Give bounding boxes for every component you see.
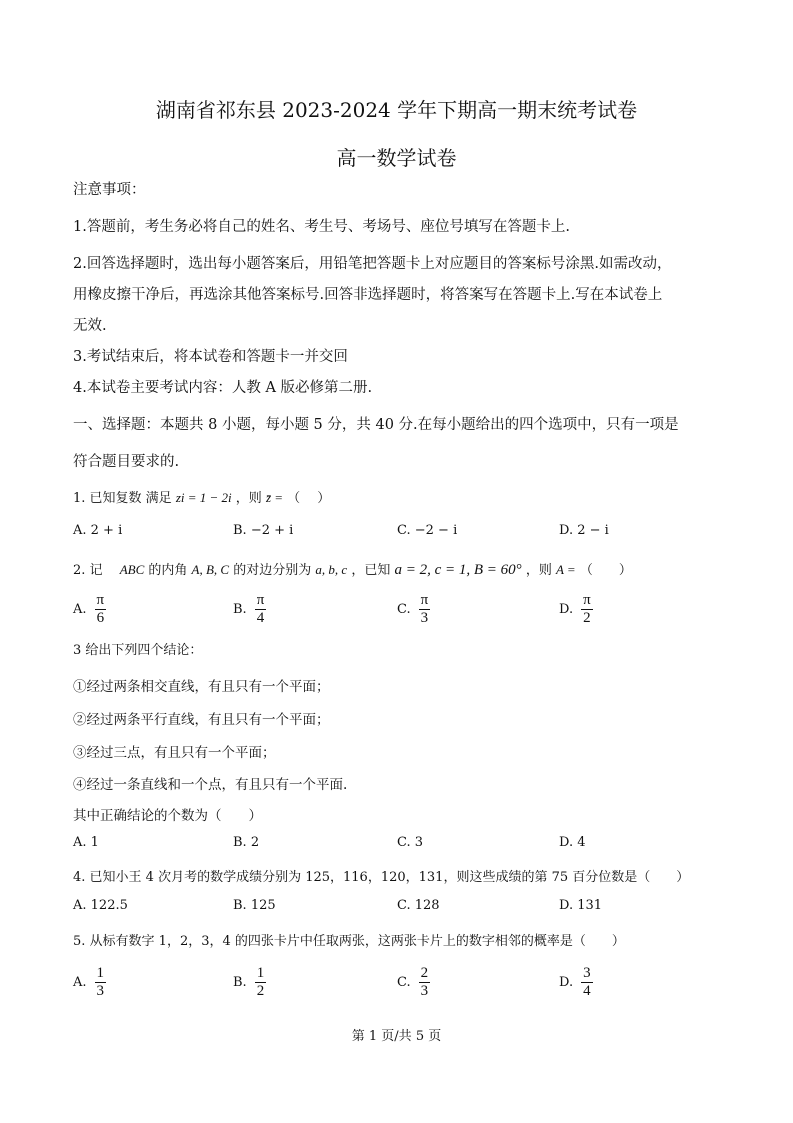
question-4-stem: 4. 已知小王 4 次月考的数学成绩分别为 125，116，120，131，则这些成绩的第 75 百分位数是（ ） <box>73 870 690 885</box>
question-4-option-d: D. 131 <box>559 898 603 913</box>
notice-item-2-line-3: 无效. <box>73 318 107 334</box>
exam-subtitle: 高一数学试卷 <box>336 146 457 170</box>
question-2-suffix: （ ） <box>579 563 632 578</box>
question-2-option-c <box>397 592 430 627</box>
option-label: A. <box>73 975 87 990</box>
question-1-option-b: B. −2 + i <box>233 523 294 538</box>
section-1-line-2: 符合题目要求的. <box>73 454 180 470</box>
question-2-text-4: ，则 <box>525 563 552 578</box>
question-3-option-a: A. 1 <box>73 835 99 850</box>
page-footer: 第 1 页/共 5 页 <box>351 1029 442 1044</box>
question-1-stem <box>73 487 330 506</box>
notice-item-2-line-2: 用橡皮擦干净后，再选涂其他答案标号.回答非选择题时，将答案写在答题卡上.写在本试卷上 <box>73 287 663 303</box>
question-1-conjugate: z̄ = <box>265 490 284 505</box>
question-5-stem: 5. 从标有数字 1，2，3，4 的四张卡片中任取两张，这两张卡片上的数字相邻的概率是（ ） <box>73 934 625 949</box>
option-label: B. <box>233 975 247 990</box>
question-1-option-c: C. −2 − i <box>397 523 458 538</box>
option-label: D. <box>559 975 574 990</box>
fraction: $\frac{\pi}{4}$ <box>256 592 265 626</box>
question-3-ask: 其中正确结论的个数为（ ） <box>73 808 262 824</box>
section-1-line-1: 一、选择题：本题共 8 小题，每小题 5 分，共 40 分.在每小题给出的四个选项中，只有一项是 <box>73 417 679 433</box>
question-2-sides: a, b, c <box>315 562 348 577</box>
fraction: $\frac{\pi}{3}$ <box>420 592 429 626</box>
option-label: C. <box>397 975 411 990</box>
question-1-option-d: D. 2 − i <box>559 523 609 538</box>
fraction: $\frac{\pi}{6}$ <box>96 592 105 626</box>
question-3-statement-3: ③经过三点，有且只有一个平面； <box>73 745 276 761</box>
question-2-angles: A, B, C <box>191 562 230 577</box>
option-label: A. <box>73 602 87 617</box>
question-2-conditions: a = 2, c = 1, B = 60° <box>394 562 522 578</box>
question-1-option-a: A. 2 + i <box>73 523 123 538</box>
option-label: B. <box>233 602 247 617</box>
option-label: D. <box>559 602 574 617</box>
question-4-option-a: A. 122.5 <box>73 898 128 913</box>
fraction: $\frac{1}{3}$ <box>96 965 105 999</box>
question-2-text-3: ，已知 <box>351 563 391 578</box>
question-2-text-2: 的对边分别为 <box>233 563 312 578</box>
notice-heading: 注意事项： <box>73 182 146 198</box>
notice-item-4: 4.本试卷主要考试内容：人教 A 版必修第二册. <box>73 380 373 396</box>
question-1-prefix: 1. 已知复数 满足 <box>73 491 172 506</box>
notice-item-2-line-1: 2.回答选择题时，选出每小题答案后，用铅笔把答题卡上对应题目的答案标号涂黑.如需改动， <box>73 256 672 272</box>
question-2-option-d <box>559 592 593 627</box>
question-4-option-b: B. 125 <box>233 898 276 913</box>
notice-item-1: 1.答题前，考生务必将自己的姓名、考生号、考场号、座位号填写在答题卡上. <box>73 219 570 235</box>
option-label: C. <box>397 602 411 617</box>
question-2-option-a <box>73 592 106 627</box>
question-3-statement-4: ④经过一条直线和一个点，有且只有一个平面. <box>73 777 348 793</box>
question-1-mid: ，则 <box>235 491 262 506</box>
exam-title: 湖南省祁东县 2023-2024 学年下期高一期末统考试卷 <box>155 98 638 122</box>
question-2-triangle: ABC <box>119 562 145 577</box>
question-2-text-1: 的内角 <box>148 563 188 578</box>
question-3-statement-1: ①经过两条相交直线，有且只有一个平面； <box>73 679 330 695</box>
question-5-option-b <box>233 965 266 1000</box>
question-5-option-d <box>559 965 593 1000</box>
question-3-option-b: B. 2 <box>233 835 260 850</box>
question-5-option-a <box>73 965 106 1000</box>
question-2-prefix: 2. 记 <box>73 563 116 578</box>
question-1-equation: zi = 1 − 2i <box>175 490 232 505</box>
fraction: $\frac{1}{2}$ <box>256 965 265 999</box>
question-2-stem <box>73 559 632 579</box>
question-3-option-d: D. 4 <box>559 835 586 850</box>
question-3-statement-2: ②经过两条平行直线，有且只有一个平面； <box>73 712 330 728</box>
question-2-option-b <box>233 592 266 627</box>
fraction: $\frac{3}{4}$ <box>583 965 591 999</box>
question-5-option-c <box>397 965 430 1000</box>
question-2-ask: A = <box>555 562 576 577</box>
question-3-stem: 3 给出下列四个结论： <box>73 643 203 658</box>
fraction: $\frac{2}{3}$ <box>420 965 429 999</box>
notice-item-3: 3.考试结束后，将本试卷和答题卡一并交回 <box>73 349 348 365</box>
fraction: $\frac{\pi}{2}$ <box>583 592 591 626</box>
question-4-option-c: C. 128 <box>397 898 440 913</box>
question-1-suffix: （ ） <box>287 491 331 506</box>
question-3-option-c: C. 3 <box>397 835 424 850</box>
